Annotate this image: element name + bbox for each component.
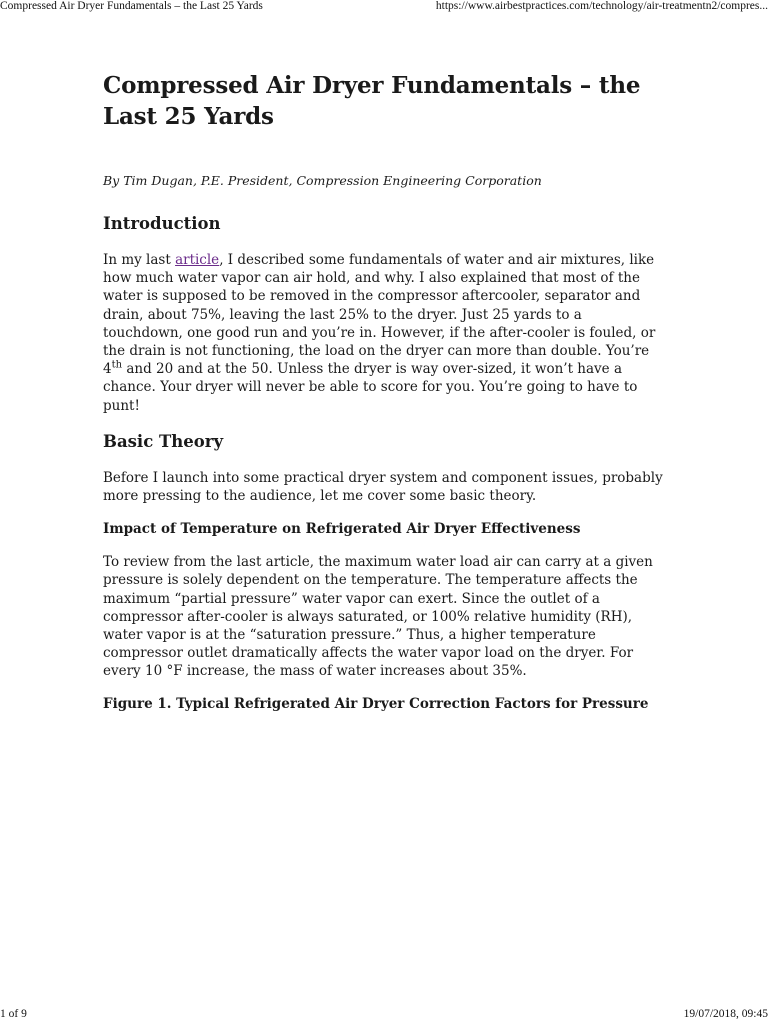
article [103, 70, 663, 713]
impact-temperature-paragraph: To review from the last article, the maximum water load air can carry at a given pressure is solely dependent on the temperature. The temperature affects the maximum “partial pressure” water vapor can exert. Since the outlet of a compressor after-cooler is always saturated, or 100% relative humidity (RH), water vapor is at the “saturation pressure.” Thus, a higher temperature compressor outlet dramatically affects the water vapor load on the dryer. For every 10 °F increase, the mass of water increases about 35%. [103, 554, 653, 680]
page-number: 1 of 9 [0, 1008, 27, 1020]
introduction-paragraph [103, 251, 663, 415]
impact-temperature-heading: Impact of Temperature on Refrigerated Air Dryer Effectiveness [103, 521, 581, 538]
introduction-text-middle: , I described some fundamentals of water and air mixtures, like how much water vapor can air hold, and why. I also explained that most of the water is supposed to be removed in the compressor aftercooler, separator and drain, about 75%, leaving the last 25% to the dryer. Just 25 yards to a touchdown, one good run and you’re in. However, if the after-cooler is fouled, or the drain is not functioning, the load on the dryer can more than double. You’re 4 [103, 252, 656, 378]
article-title: Compressed Air Dryer Fundamentals – the Last 25 Yards [103, 72, 641, 130]
print-footer [0, 1008, 768, 1024]
ordinal-superscript: th [111, 359, 123, 371]
article-byline: By Tim Dugan, P.E. President, Compression Engineering Corporation [103, 173, 542, 188]
basic-theory-heading: Basic Theory [103, 431, 224, 451]
previous-article-link[interactable]: article [175, 252, 220, 268]
print-datetime: 19/07/2018, 09:45 [683, 1008, 768, 1020]
figure-1-caption: Figure 1. Typical Refrigerated Air Dryer Correction Factors for Pressure [103, 695, 649, 712]
introduction-text-start: In my last [103, 252, 176, 268]
print-header-url: https://www.airbestpractices.com/technology/air-treatmentn2/compres... [435, 0, 768, 12]
print-header-title: Compressed Air Dryer Fundamentals – the Last 25 Yards [0, 0, 263, 12]
basic-theory-paragraph: Before I launch into some practical dryer system and component issues, probably more pressing to the audience, let me cover some basic theory. [103, 469, 663, 505]
print-header [0, 0, 768, 16]
introduction-heading: Introduction [103, 214, 221, 233]
introduction-text-end: and 20 and at the 50. Unless the dryer is way over-sized, it won’t have a chance. Your dryer will never be able to score for you. You’re going to have to punt! [103, 361, 638, 414]
